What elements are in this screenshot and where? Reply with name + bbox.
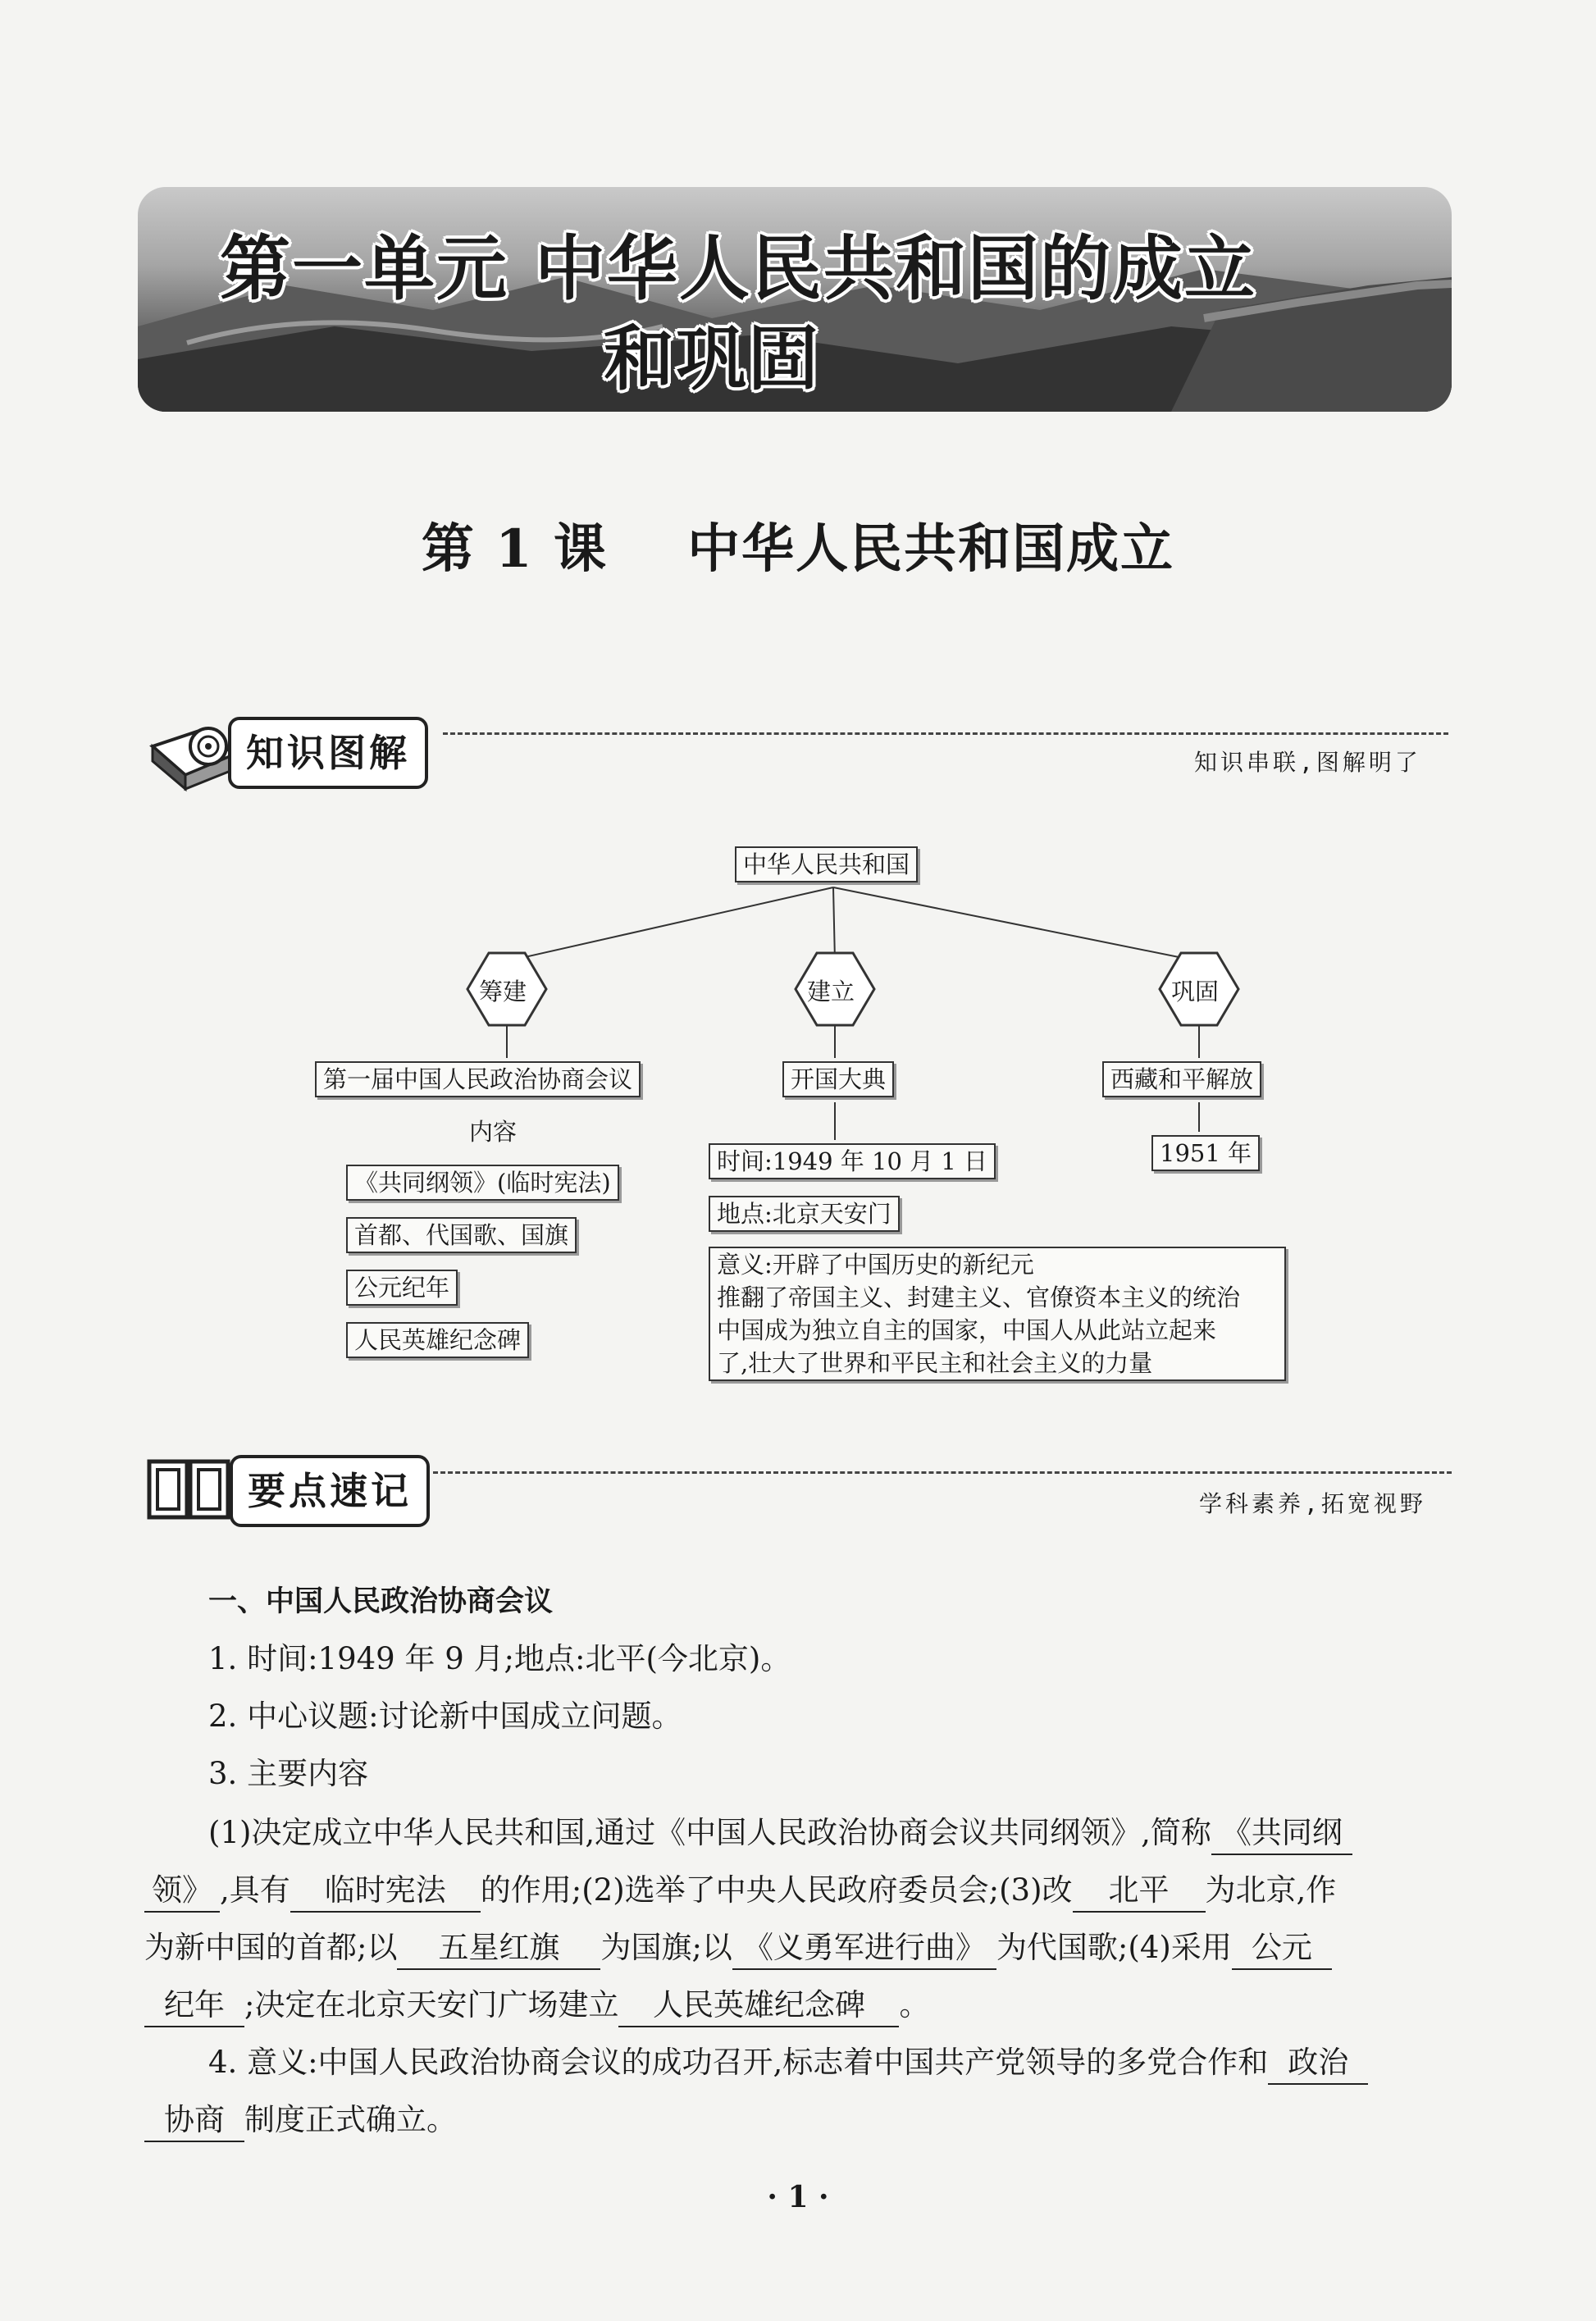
meaning-line: 意义:开辟了中国历史的新纪元: [717, 1251, 1034, 1279]
unit-title-line2: 和巩固: [604, 318, 820, 400]
content-item: 首都、代国歌、国旗: [346, 1217, 577, 1253]
text: ;决定在北京天安门广场建立: [244, 1987, 619, 2022]
founding-time: 时间:1949 年 10 月 1 日: [709, 1143, 996, 1179]
fill-blank: 政治: [1268, 2042, 1368, 2085]
fill-blank: 《义勇军进行曲》: [732, 1927, 996, 1970]
notes-heading: 一、中国人民政治协商会议: [208, 1585, 554, 1618]
notes-line: [144, 1985, 929, 2027]
node-founding-ceremony: 开国大典: [782, 1061, 894, 1097]
fill-blank: 公元: [1232, 1927, 1332, 1970]
meaning-line: 了,壮大了世界和平民主和社会主义的力量: [717, 1349, 1153, 1377]
text: 制度正式确立。: [244, 2102, 457, 2137]
text: (1)决定成立中华人民共和国,通过《中国人民政治协商会议共同纲领》,简称: [208, 1815, 1211, 1850]
meaning-line: 推翻了帝国主义、封建主义、官僚资本主义的统治: [717, 1284, 1241, 1311]
notes-line: [208, 2042, 1368, 2085]
notes-line: [144, 1870, 1336, 1913]
open-book-icon: [144, 1455, 235, 1524]
notes-point-2: 2. 中心议题:讨论新中国成立问题。: [208, 1699, 682, 1734]
text: 4. 意义:中国人民政治协商会议的成功召开,标志着中国共产党领导的多党合作和: [208, 2045, 1269, 2080]
section-key-points-label: 要点速记: [230, 1455, 430, 1527]
text: 的作用;(2)选举了中央人民政府委员会;(3)改: [480, 1872, 1073, 1908]
notes-point-3: 3. 主要内容: [208, 1756, 369, 1791]
lesson-title: 第 1 课 中华人民共和国成立: [421, 518, 1175, 580]
branch-label-consolidate: 巩固: [1171, 978, 1220, 1005]
diagram-root: 中华人民共和国: [735, 846, 918, 882]
divider: [433, 1471, 1452, 1474]
fill-blank: 协商: [144, 2100, 244, 2142]
notes-line: [208, 1813, 1352, 1855]
founding-meaning: [709, 1247, 1286, 1381]
content-item: 人民英雄纪念碑: [346, 1322, 529, 1358]
fill-blank: 领》: [144, 1870, 220, 1913]
text: 为新中国的首都;以: [144, 1930, 398, 1965]
fill-blank: 临时宪法: [290, 1870, 481, 1913]
notes-point-1: 1. 时间:1949 年 9 月;地点:北平(今北京)。: [208, 1641, 791, 1676]
notes-line: [144, 1927, 1332, 1970]
tibet-year: 1951 年: [1151, 1135, 1260, 1171]
page-number: · 1 ·: [767, 2180, 829, 2214]
node-tibet-liberation: 西藏和平解放: [1102, 1061, 1261, 1097]
fill-blank: 五星红旗: [397, 1927, 600, 1970]
meaning-line: 中国成为独立自主的国家，中国人从此站立起来: [717, 1316, 1217, 1344]
content-item: 公元纪年: [346, 1270, 458, 1306]
text: 为北京,作: [1205, 1872, 1337, 1908]
node-cppcc: 第一届中国人民政治协商会议: [315, 1061, 641, 1097]
fill-blank: 《共同纲: [1211, 1813, 1352, 1855]
section-knowledge-diagram-subtitle: 知识串联,图解明了: [1194, 749, 1421, 776]
fill-blank: 人民英雄纪念碑: [618, 1985, 899, 2027]
text: 。: [899, 1987, 930, 2022]
text: ,具有: [220, 1872, 290, 1908]
notes-line: [144, 2100, 457, 2142]
unit-title-line1: 第一单元 中华人民共和国的成立: [220, 228, 1256, 310]
fill-blank: 纪年: [144, 1985, 244, 2027]
section-knowledge-diagram-label: 知识图解: [228, 717, 428, 789]
fill-blank: 北平: [1073, 1870, 1206, 1913]
content-label: 内容: [469, 1118, 518, 1146]
text: 为国旗;以: [600, 1930, 732, 1965]
founding-place: 地点:北京天安门: [709, 1196, 900, 1232]
content-item: 《共同纲领》(临时宪法): [346, 1165, 619, 1201]
section-key-points-subtitle: 学科素养,拓宽视野: [1199, 1490, 1426, 1517]
text: 为代国歌;(4)采用: [996, 1930, 1232, 1965]
branch-label-prepare: 筹建: [479, 978, 527, 1005]
branch-label-found: 建立: [807, 978, 855, 1005]
